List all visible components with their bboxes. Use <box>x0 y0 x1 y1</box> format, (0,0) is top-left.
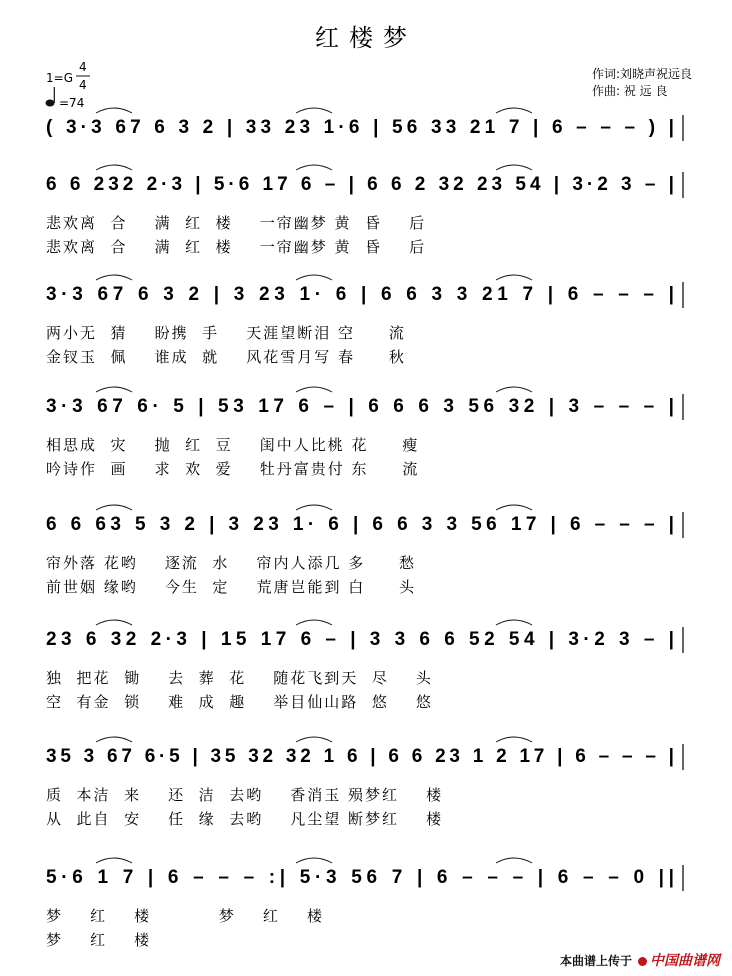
slur <box>496 737 532 742</box>
slur <box>296 505 332 510</box>
key-signature: 1=G <box>46 71 73 85</box>
lyric-line-2: 从 此自 安 任 缘 去哟 凡尘望 断梦红 楼 <box>46 810 444 828</box>
lyric-line-2: 金钗玉 佩 谁成 就 风花雪月写 春 秋 <box>46 348 406 366</box>
slur <box>96 858 132 863</box>
lyric-line-1: 独 把花 锄 去 葬 花 随花飞到天 尽 头 <box>46 669 433 687</box>
slur <box>96 165 132 170</box>
lyric-line-1: 两小无 猜 盼携 手 天涯望断泪 空 流 <box>46 324 406 342</box>
slur <box>296 108 332 113</box>
slur <box>496 620 532 625</box>
footer <box>560 950 720 970</box>
slur <box>96 387 132 392</box>
slur <box>496 275 532 280</box>
system-5 <box>46 505 683 596</box>
system-8 <box>46 858 683 949</box>
slur <box>96 620 132 625</box>
slur <box>96 275 132 280</box>
song-title: 红楼梦 <box>315 24 417 52</box>
notes-line: 5·6 1 7 | 6 – – – :| 5·3 56 7 | 6 – – – | 6 – – 0 || <box>46 867 674 888</box>
footer-text: 本曲谱上传于 <box>559 953 632 968</box>
notes-line: 23 6 32 2·3 | 15 17 6 – | 3 3 6 6 52 54 | 3·2 3 – | <box>46 629 675 650</box>
lyric-line-2: 前世姻 缘哟 今生 定 荒唐岂能到 白 头 <box>46 578 417 596</box>
logo-text: 中国曲谱网 <box>650 953 720 969</box>
time-signature-top: 4 <box>79 60 87 74</box>
lyric-line-2: 吟诗作 画 求 欢 爱 牡丹富贵付 东 流 <box>46 460 420 478</box>
system-3 <box>46 275 683 366</box>
slur <box>496 387 532 392</box>
quarter-note-icon <box>46 87 55 107</box>
system-2 <box>46 165 683 256</box>
lyric-line-1: 悲欢离 合 满 红 楼 一帘幽梦 黄 昏 后 <box>46 214 427 232</box>
notes-line: 3·3 67 6· 5 | 53 17 6 – | 6 6 6 3 56 32 | 3 – – – | <box>46 396 675 417</box>
lyric-line-1: 质 本洁 来 还 洁 去哟 香消玉 殒梦红 楼 <box>46 786 444 804</box>
slur <box>296 737 332 742</box>
system-6 <box>46 620 683 711</box>
lyric-line-2: 梦 红 楼 <box>46 931 152 949</box>
slur <box>296 165 332 170</box>
notes-line: 35 3 67 6·5 | 35 32 32 1 6 | 6 6 23 1 2 17 | 6 – – – | <box>46 746 674 767</box>
slur <box>96 737 132 742</box>
lyric-line-1: 相思成 灾 抛 红 豆 闺中人比桃 花 瘦 <box>46 436 420 454</box>
notes-line: 3·3 67 6 3 2 | 3 23 1· 6 | 6 6 3 3 21 7 | 6 – – – | <box>46 284 674 305</box>
slur <box>496 505 532 510</box>
slur <box>296 275 332 280</box>
slur <box>296 387 332 392</box>
system-4 <box>46 387 683 478</box>
slur <box>496 858 532 863</box>
notes-line: 6 6 232 2·3 | 5·6 17 6 – | 6 6 2 32 23 54 | 3·2 3 – | <box>46 174 675 195</box>
system-7 <box>46 737 683 828</box>
slur <box>296 620 332 625</box>
lyricist-credit: 作词:刘晓声祝远良 <box>592 67 693 81</box>
time-signature-bottom: 4 <box>79 78 87 92</box>
lyric-line-1: 梦 红 楼 梦 红 楼 <box>46 907 324 925</box>
lyric-line-2: 空 有金 锁 难 成 趣 举目仙山路 悠 悠 <box>46 693 433 711</box>
slur <box>296 858 332 863</box>
slur <box>96 505 132 510</box>
site-logo <box>638 950 720 970</box>
composer-credit: 作曲: 祝 远 良 <box>592 84 668 98</box>
slur <box>496 165 532 170</box>
logo-icon <box>638 957 647 966</box>
slur <box>96 108 132 113</box>
notes-line: 6 6 63 5 3 2 | 3 23 1· 6 | 6 6 3 3 56 17 | 6 – – – | <box>46 514 675 535</box>
slur <box>496 108 532 113</box>
lyric-line-2: 悲欢离 合 满 红 楼 一帘幽梦 黄 昏 后 <box>46 238 427 256</box>
lyric-line-1: 帘外落 花哟 逐流 水 帘内人添几 多 愁 <box>46 554 417 572</box>
system-1 <box>46 108 683 141</box>
tempo-marking: =74 <box>59 96 85 110</box>
notes-line: ( 3·3 67 6 3 2 | 33 23 1·6 | 56 33 21 7 | 6 – – – ) | <box>46 117 675 138</box>
notation-systems <box>46 108 683 949</box>
